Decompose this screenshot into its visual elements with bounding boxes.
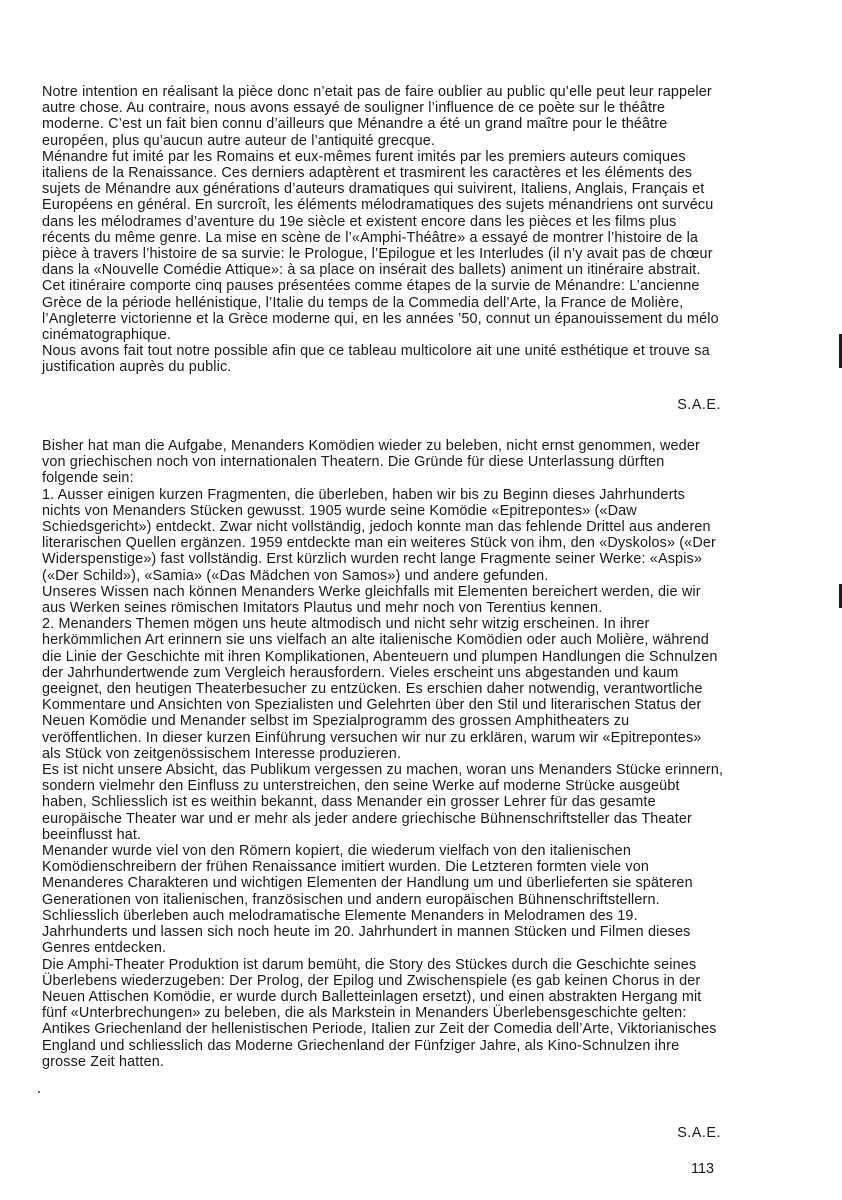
french-text-block [42, 84, 724, 376]
german-paragraph: Bisher hat man die Aufgabe, Menanders Komödien wieder zu beleben, nicht ernst genommen, weder von griechischen noch von internationalen Theatern. Die Gründe für diese Unterlassung dürften folgende sein: [42, 438, 700, 487]
german-paragraph: Unseres Wissen nach können Menanders Werke gleichfalls mit Elementen bereichert werden, die wir aus Werken seines römischen Imitators Plautus und mehr noch von Terentius kennen. [42, 583, 701, 617]
french-signature: S.A.E. [677, 397, 721, 413]
german-paragraph: Es ist nicht unsere Absicht, das Publikum vergessen zu machen, woran uns Menanders Stücke erinnern, sondern vielmehr den Einfluss zu unterstreichen, den seine Werke auf moderne Strücke ausgeübt haben, Schliesslich ist es weithin bekannt, dass Menander ein grosser Lehrer für das gesamte europäische Theater war und er mehr als jeder andere griechische Bühnenschriftsteller das Theater beeinflusst hat. [42, 762, 724, 843]
french-paragraph: Nous avons fait tout notre possible afin que ce tableau multicolore ait une unité esthétique et trouve sa justification auprès du public. [42, 343, 710, 376]
german-signature: S.A.E. [677, 1125, 721, 1141]
scan-speck [38, 1091, 40, 1093]
german-text-block [42, 438, 724, 1070]
french-paragraph: Ménandre fut imité par les Romains et eux-mêmes furent imités par les premiers auteurs comiques italiens de la Renaissance. Ces derniers adaptèrent et trasmirent les caractères et les éléments des sujets de Ménandre aux générations d’auteurs dramatiques qui suivirent, Italiens, Anglais, Français et Européens en général. En surcroît, les éléments mélodramatiques des sujets ménandriens ont survécu dans les mélodrames d’aventure du 19e siècle et existent encore dans les pièces et les films plus récents du même genre. La mise en scène de l’«Amphi-Théâtre» a essayé de montrer l’histoire de la pièce à travers l’histoire de sa survie: le Prologue, l’Epilogue et les Interludes (il n’y avait pas de chœur dans la «Nouvelle Comédie Attique»: à sa place on insérait des ballets) animent un itinéraire abstrait. Cet itinéraire comporte cinq pauses présentées comme étapes de la survie de Ménandre: L’ancienne Grèce de la période hellénistique, l’Italie du temps de la Commedia dell’Arte, la France de Molière, l’Angleterre victorienne et la Grèce moderne qui, en les années ’50, connut un épanouissement du mélo cinématographique. [42, 148, 719, 344]
french-paragraph: Notre intention en réalisant la pièce donc n’etait pas de faire oublier au public qu’elle peut leur rappeler autre chose. Au contraire, nous avons essayé de souligner l’influence de ce poète sur le théâtre moderne. C’est un fait bien connu d’ailleurs que Ménandre a été un grand maître pour le théâtre européen, plus qu’aucun autre auteur de l’antiquité grecque. [42, 84, 712, 149]
german-paragraph: 2. Menanders Themen mögen uns heute altmodisch und nicht sehr witzig erscheinen. In ihrer herkömmlichen Art erinnern sie uns vielfach an alte italienische Komödien oder auch Molière, während die Linie der Geschichte mit ihren Komplikationen, Abenteuern und plumpen Handlungen die Schnulzen der Jahrhundertwende zum Vergleich herausfordern. Vieles erscheint uns abgestanden und kaum geeignet, den heutigen Theaterbesucher zu entzücken. Es erschien daher notwendig, verantwortliche Kommentare und Ansichten von Spezialisten und Gelehrten über den Stil und literarischen Status der Neuen Komödie und Menander selbst im Spezialprogramm des grossen Amphitheaters zu veröffentlichen. In dieser kurzen Einführung versuchen wir nur zu erklären, warum wir «Epitrepontes» als Stück von zeitgenössischem Interesse produzieren. [42, 616, 718, 762]
german-paragraph: Die Amphi-Theater Produktion ist darum bemüht, die Story des Stückes durch die Geschichte seines Überlebens wiederzugeben: Der Prolog, der Epilog und Zwischenspiele (es gab keinen Chorus in der Neuen Attischen Komödie, er wurde durch Balletteinlagen ersetzt), und einen abstrakten Hergang mit fünf «Unterbrechungen» zu beleben, die als Markstein in Menanders Überlebensgeschichte gelten: Antikes Griechenland der hellenistischen Periode, Italien zur Zeit der Comedia dell’Arte, Viktorianisches England und schliesslich das Moderne Griechenland der Fünfziger Jahre, als Kino-Schnulzen ihre grosse Zeit hatten. [42, 956, 717, 1070]
german-paragraph: Menander wurde viel von den Römern kopiert, die wiederum vielfach von den italienischen Komödienschreibern der frühen Renaissance imitiert wurden. Die Letzteren formten viele von Menanderes Charakteren und wichtigen Elementen der Handlung um und überlieferten sie späteren Generationen von italienischen, französischen und andern europäischen Bühnenschriftstellern. Schliesslich überleben auch melodramatische Elemente Menanders in Melodramen des 19. Jahrhunderts und lassen sich noch heute im 20. Jahrhundert in mannen Stücken und Filmen dieses Genres entdecken. [42, 843, 693, 957]
german-paragraph: 1. Ausser einigen kurzen Fragmenten, die überleben, haben wir bis zu Beginn dieses Jahrhunderts nichts von Menanders Stücken gewusst. 1905 wurde seine Komödie «Epitrepontes» («Daw Schiedsgericht») entdeckt. Zwar nicht vollständig, jedoch konnte man das fehlende Drittel aus anderen literarischen Quellen ergänzen. 1959 entdeckte man ein weiteres Stück von ihm, den «Dyskolos» («Der Widerspenstige») fast vollständig. Erst kürzlich wurden recht lange Fragmente seiner Werke: «Aspis» («Der Schild»), «Samia» («Das Mädchen von Samos») und andere gefunden. [42, 486, 716, 584]
page-number: 113 [691, 1161, 714, 1177]
